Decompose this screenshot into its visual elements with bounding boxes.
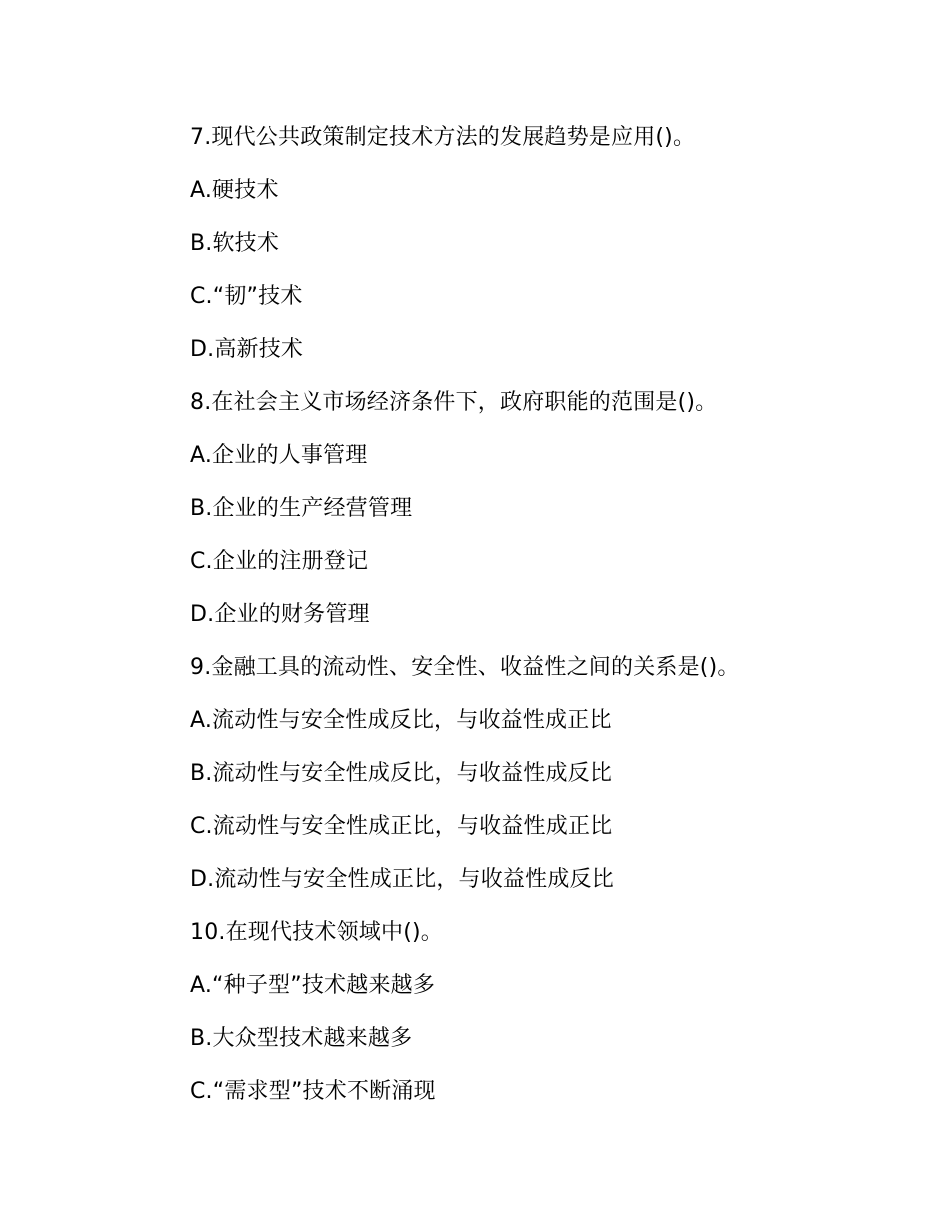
question-9-option-b: B.流动性与安全性成反比，与收益性成反比 — [190, 761, 613, 786]
question-7-option-b: B.软技术 — [190, 231, 280, 256]
question-10-stem: 10.在现代技术领域中()。 — [190, 920, 443, 945]
question-8-option-d: D.企业的财务管理 — [190, 602, 370, 627]
question-7-option-d: D.高新技术 — [190, 337, 304, 362]
question-10-option-c: C.“需求型”技术不断涌现 — [190, 1079, 436, 1104]
question-7-option-c: C.“韧”技术 — [190, 284, 303, 309]
question-10-option-a: A.“种子型”技术越来越多 — [190, 973, 436, 998]
question-7-option-a: A.硬技术 — [190, 178, 279, 203]
question-9-stem: 9.金融工具的流动性、安全性、收益性之间的关系是()。 — [190, 655, 740, 680]
question-8-stem: 8.在社会主义市场经济条件下，政府职能的范围是()。 — [190, 390, 718, 415]
question-7-stem: 7.现代公共政策制定技术方法的发展趋势是应用()。 — [190, 125, 696, 150]
question-8-option-b: B.企业的生产经营管理 — [190, 496, 413, 521]
question-10-option-b: B.大众型技术越来越多 — [190, 1026, 413, 1051]
question-9-option-c: C.流动性与安全性成正比，与收益性成正比 — [190, 814, 613, 839]
question-8-option-a: A.企业的人事管理 — [190, 443, 368, 468]
question-9-option-d: D.流动性与安全性成正比，与收益性成反比 — [190, 867, 614, 892]
question-9-option-a: A.流动性与安全性成反比，与收益性成正比 — [190, 708, 612, 733]
question-list — [190, 116, 910, 1123]
question-8-option-c: C.企业的注册登记 — [190, 549, 369, 574]
